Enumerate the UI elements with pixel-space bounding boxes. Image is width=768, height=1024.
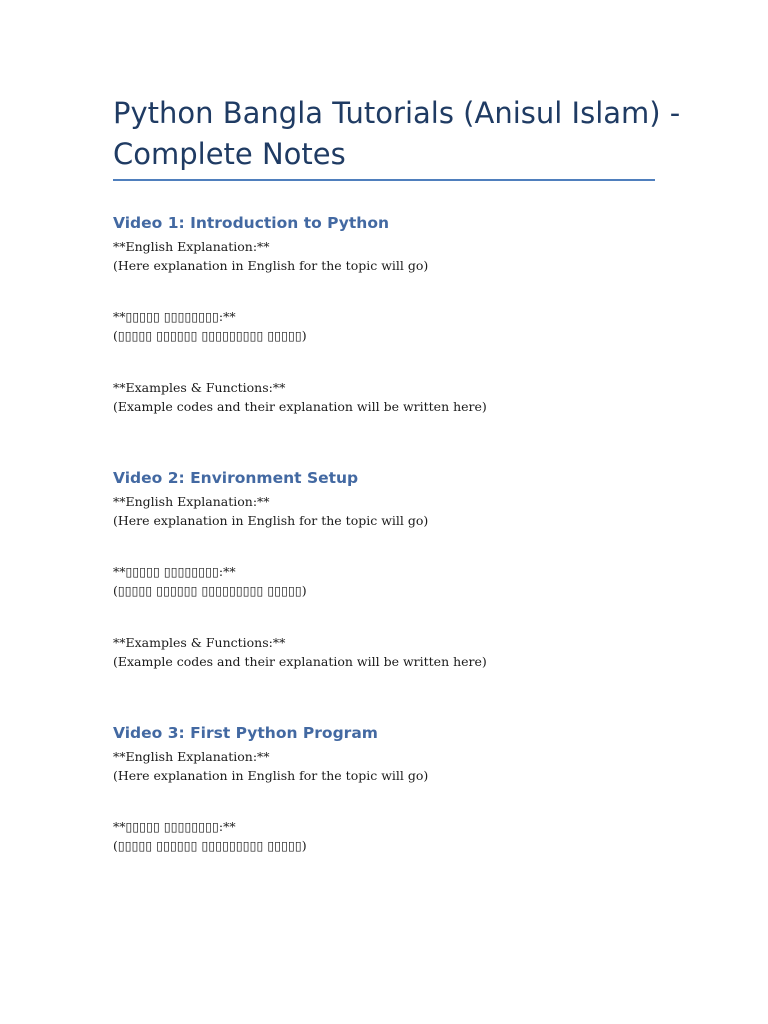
english-explanation-block — [113, 492, 428, 530]
bangla-explanation-text: (▯▯▯▯▯ ▯▯▯▯▯▯ ▯▯▯▯▯▯▯▯▯ ▯▯▯▯▯) — [113, 583, 307, 598]
examples-functions-text: (Example codes and their explanation will be written here) — [113, 654, 487, 669]
english-explanation-label: **English Explanation:** — [113, 239, 270, 254]
english-explanation-label: **English Explanation:** — [113, 749, 270, 764]
document-title-line-2: Complete Notes — [113, 137, 346, 171]
examples-functions-label: **Examples & Functions:** — [113, 380, 286, 395]
bangla-explanation-text: (▯▯▯▯▯ ▯▯▯▯▯▯ ▯▯▯▯▯▯▯▯▯ ▯▯▯▯▯) — [113, 838, 307, 853]
english-explanation-text: (Here explanation in English for the topic will go) — [113, 768, 429, 783]
title-underline-rule — [113, 179, 655, 181]
examples-functions-text: (Example codes and their explanation will be written here) — [113, 399, 487, 414]
examples-functions-label: **Examples & Functions:** — [113, 635, 286, 650]
english-explanation-text: (Here explanation in English for the topic will go) — [113, 513, 429, 528]
english-explanation-block — [113, 747, 428, 785]
section-video-2 — [113, 468, 673, 669]
examples-functions-block — [113, 633, 487, 671]
bangla-explanation-block — [113, 307, 307, 345]
english-explanation-block — [113, 237, 428, 275]
section-video-1 — [113, 213, 673, 414]
section-heading: Video 1: Introduction to Python — [113, 214, 390, 232]
bangla-explanation-block — [113, 817, 307, 855]
bangla-explanation-label: **▯▯▯▯▯ ▯▯▯▯▯▯▯▯:** — [113, 309, 236, 324]
section-heading: Video 2: Environment Setup — [113, 469, 359, 487]
document-title — [113, 93, 681, 175]
bangla-explanation-block — [113, 562, 307, 600]
bangla-explanation-text: (▯▯▯▯▯ ▯▯▯▯▯▯ ▯▯▯▯▯▯▯▯▯ ▯▯▯▯▯) — [113, 328, 307, 343]
bangla-explanation-label: **▯▯▯▯▯ ▯▯▯▯▯▯▯▯:** — [113, 564, 236, 579]
examples-functions-block — [113, 378, 487, 416]
section-heading: Video 3: First Python Program — [113, 724, 378, 742]
bangla-explanation-label: **▯▯▯▯▯ ▯▯▯▯▯▯▯▯:** — [113, 819, 236, 834]
english-explanation-text: (Here explanation in English for the topic will go) — [113, 258, 429, 273]
english-explanation-label: **English Explanation:** — [113, 494, 270, 509]
document-title-line-1: Python Bangla Tutorials (Anisul Islam) - — [113, 96, 681, 130]
section-video-3 — [113, 723, 673, 853]
